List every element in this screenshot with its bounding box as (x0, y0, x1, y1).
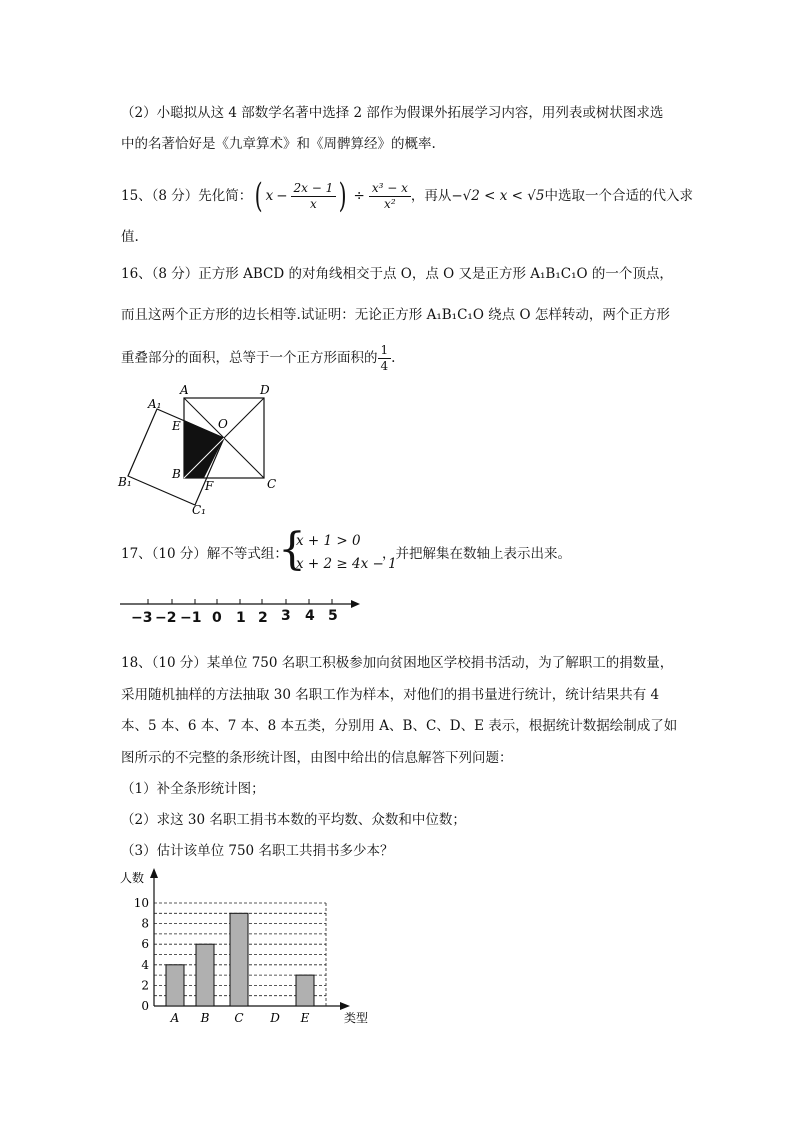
right-paren: ) (338, 176, 347, 216)
q18-line2: 采用随机抽样的方法抽取 30 名职工作为样本，对他们的捐书量进行统计，统计结果共有 4 (121, 687, 660, 703)
q16-line3-text: 重叠部分的面积，总等于一个正方形面积的 (121, 350, 378, 366)
x-tick-label: C (234, 1011, 244, 1025)
label-a: A (180, 383, 189, 397)
q15-frac1-num: 2x − 1 (291, 181, 337, 197)
q15-suffix: 中选取一个合适的代入求 (544, 188, 693, 204)
x-axis-arrow (340, 1002, 350, 1010)
label-f: F (205, 479, 214, 493)
x-tick-label: D (270, 1011, 280, 1025)
tick-label: 5 (328, 608, 338, 624)
bar-a (166, 965, 184, 1006)
q18-sub1: （1）补全条形统计图； (121, 781, 265, 797)
tick-label: 3 (281, 608, 291, 624)
q16-line1: 16、（8 分）正方形 ABCD 的对角线相交于点 O，点 O 又是正方形 A₁B₁C₁O 的一个顶点， (121, 266, 673, 282)
q15-frac1-den: x (309, 196, 317, 211)
tick-label: 2 (258, 610, 268, 626)
q18-line1: 18、（10 分）某单位 750 名职工积极参加向贫困地区学校捐书活动，为了解职工的捐数量， (121, 655, 674, 671)
left-paren: ( (254, 176, 263, 216)
q15-frac2-num: x³ − x (369, 181, 411, 197)
label-b1: B₁ (118, 475, 132, 489)
q15-frac2-den: x² (384, 196, 396, 211)
tick-label: 0 (212, 610, 222, 626)
tick-label: −2 (155, 610, 177, 626)
label-a1: A₁ (148, 397, 162, 411)
q16-frac-num: 1 (378, 343, 392, 359)
y-tick-label: 2 (141, 978, 149, 993)
x-tick-label: A (170, 1011, 180, 1025)
q15-x: x (265, 188, 274, 204)
q18-line3: 本、5 本、6 本、7 本、8 本五类，分别用 A、B、C、D、E 表示，根据统计数据绘制成了如 (121, 718, 678, 734)
label-c: C (267, 477, 277, 491)
q15-div: ÷ (353, 188, 365, 204)
q15-frac1 (291, 181, 337, 212)
x-axis-label: 类型 (344, 1011, 369, 1025)
q16-line3-end: . (391, 350, 396, 366)
y-tick-label: 10 (133, 896, 149, 910)
q15-middle: ，再从 (410, 188, 452, 204)
x-tick-label: B (200, 1011, 210, 1025)
bar-c (230, 913, 248, 1006)
tick-label: 4 (305, 608, 315, 624)
q18-sub2: （2）求这 30 名职工捐书本数的平均数、众数和中位数； (121, 812, 466, 828)
tick-label: −3 (131, 610, 153, 626)
inequality-2: x + 2 ≥ 4x − 1 (296, 556, 397, 572)
q18-line4: 图所示的不完整的条形统计图，由图中给出的信息解答下列问题： (121, 750, 513, 766)
q15-prefix: 15、（8 分）先化简： (121, 188, 253, 204)
q15-frac2 (369, 181, 411, 212)
label-b: B (172, 467, 181, 481)
y-axis-label: 人数 (120, 871, 145, 885)
tick-label: −1 (180, 610, 202, 626)
q16-line3 (121, 338, 395, 378)
x-tick-label: E (300, 1011, 310, 1025)
y-tick-label: 4 (141, 957, 149, 972)
q18-sub3: （3）估计该单位 750 名职工共捐书多少本？ (121, 843, 394, 859)
label-e: E (172, 419, 181, 433)
y-tick-label: 8 (141, 916, 149, 931)
q15-range: −√2 < x < √5 (451, 188, 545, 204)
q14-line1: （2）小聪拟从这 4 部数学名著中选择 2 部作为假课外拓展学习内容，用列表或树状图求选 (121, 105, 664, 121)
bar-b (196, 944, 214, 1006)
square-rotation-figure (110, 378, 290, 518)
q17-prefix: 17、（10 分）解不等式组： (121, 546, 288, 562)
q15-line2: 值. (121, 229, 139, 245)
y-axis-arrow (150, 868, 158, 878)
q14-line2: 中的名著恰好是《九章算术》和《周髀算经》的概率. (121, 136, 436, 152)
label-o: O (218, 417, 228, 431)
q17-suffix: ，并把解集在数轴上表示出来。 (382, 546, 571, 562)
tick-label: 1 (236, 610, 246, 626)
bar-e (296, 975, 314, 1006)
q16-frac-den: 4 (380, 358, 389, 373)
number-line-arrow (351, 600, 360, 608)
y-tick-label: 6 (141, 937, 149, 952)
y-tick-label: 0 (141, 999, 149, 1013)
bar-chart (110, 866, 390, 1026)
system-brace: { (278, 524, 306, 575)
q15-line1 (121, 176, 693, 216)
label-d: D (260, 383, 270, 397)
q16-fraction (378, 343, 392, 374)
inequality-1: x + 1 > 0 (296, 533, 361, 549)
q15-minus: − (276, 188, 288, 204)
label-c1: C₁ (192, 503, 206, 517)
q16-line2: 而且这两个正方形的边长相等.试证明：无论正方形 A₁B₁C₁O 绕点 O 怎样转动，两个正方形 (121, 307, 670, 323)
